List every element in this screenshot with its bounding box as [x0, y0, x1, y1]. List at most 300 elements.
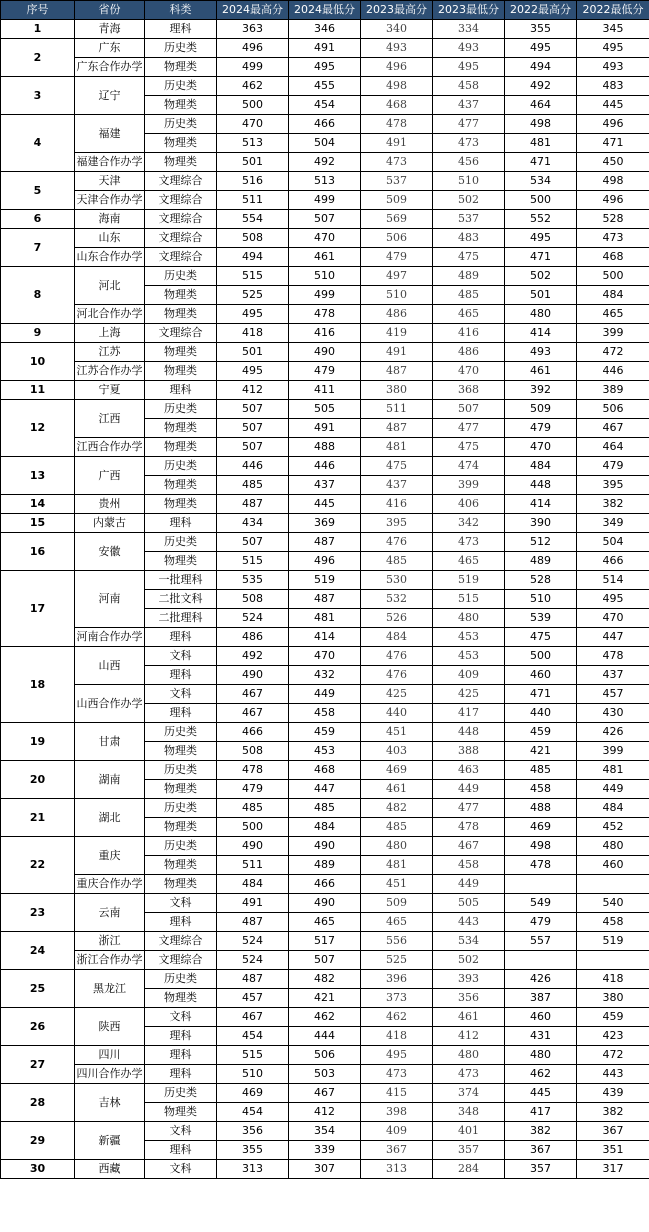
score-2024-min: 490 — [289, 837, 361, 856]
score-2024-max: 470 — [217, 115, 289, 134]
score-2022-max: 534 — [505, 172, 577, 191]
score-2022-min: 514 — [577, 571, 649, 590]
score-2024-min: 485 — [289, 799, 361, 818]
province-cell: 重庆 — [75, 837, 145, 875]
score-2023-min: 448 — [433, 723, 505, 742]
score-2022-max: 471 — [505, 248, 577, 267]
table-row — [1, 799, 649, 818]
score-2023-max: 509 — [361, 191, 433, 210]
category-cell: 文科 — [145, 647, 217, 666]
row-number: 17 — [1, 571, 75, 647]
score-2024-max: 486 — [217, 628, 289, 647]
score-2023-max: 491 — [361, 343, 433, 362]
score-2024-max: 467 — [217, 1008, 289, 1027]
score-2024-max: 510 — [217, 1065, 289, 1084]
score-2022-max: 461 — [505, 362, 577, 381]
category-cell: 理科 — [145, 514, 217, 533]
score-2024-max: 467 — [217, 685, 289, 704]
score-2022-max: 489 — [505, 552, 577, 571]
score-2024-max: 494 — [217, 248, 289, 267]
score-2022-max: 459 — [505, 723, 577, 742]
score-2024-max: 412 — [217, 381, 289, 400]
table-row — [1, 77, 649, 96]
score-2023-min: 470 — [433, 362, 505, 381]
score-2022-max: 557 — [505, 932, 577, 951]
score-2022-max: 539 — [505, 609, 577, 628]
category-cell: 历史类 — [145, 799, 217, 818]
score-2023-min: 467 — [433, 837, 505, 856]
score-2023-min: 393 — [433, 970, 505, 989]
table-row — [1, 894, 649, 913]
score-2022-max: 484 — [505, 457, 577, 476]
score-2023-min: 507 — [433, 400, 505, 419]
score-2023-max: 380 — [361, 381, 433, 400]
table-row — [1, 723, 649, 742]
table-row — [1, 837, 649, 856]
score-2022-max: 528 — [505, 571, 577, 590]
header-row — [1, 1, 649, 20]
score-2024-min: 490 — [289, 894, 361, 913]
province-cell: 山东 — [75, 229, 145, 248]
score-2024-max: 495 — [217, 305, 289, 324]
score-2024-min: 466 — [289, 115, 361, 134]
score-2024-min: 488 — [289, 438, 361, 457]
table-row — [1, 343, 649, 362]
score-2022-max: 493 — [505, 343, 577, 362]
province-cell: 河南合作办学 — [75, 628, 145, 647]
score-2023-min: 477 — [433, 115, 505, 134]
province-cell: 湖南 — [75, 761, 145, 799]
score-2023-max: 416 — [361, 495, 433, 514]
score-2024-min: 416 — [289, 324, 361, 343]
score-2023-min: 493 — [433, 39, 505, 58]
score-2023-min: 477 — [433, 419, 505, 438]
row-number: 20 — [1, 761, 75, 799]
score-2022-max: 426 — [505, 970, 577, 989]
score-2024-max: 508 — [217, 742, 289, 761]
province-cell: 天津合作办学 — [75, 191, 145, 210]
score-2024-min: 479 — [289, 362, 361, 381]
score-2023-max: 418 — [361, 1027, 433, 1046]
score-2023-max: 481 — [361, 438, 433, 457]
category-cell: 文理综合 — [145, 324, 217, 343]
table-row — [1, 229, 649, 248]
score-2024-max: 501 — [217, 153, 289, 172]
score-2024-min: 487 — [289, 590, 361, 609]
score-2022-max — [505, 951, 577, 970]
header-category: 科类 — [145, 1, 217, 20]
score-2022-min: 418 — [577, 970, 649, 989]
province-cell: 江苏合作办学 — [75, 362, 145, 381]
score-2022-min: 349 — [577, 514, 649, 533]
province-cell: 上海 — [75, 324, 145, 343]
score-2022-max: 414 — [505, 495, 577, 514]
score-2022-max: 501 — [505, 286, 577, 305]
score-2023-min: 502 — [433, 951, 505, 970]
score-2023-min: 473 — [433, 533, 505, 552]
score-2024-min: 489 — [289, 856, 361, 875]
score-2023-max: 487 — [361, 419, 433, 438]
category-cell: 物理类 — [145, 742, 217, 761]
score-2022-max: 509 — [505, 400, 577, 419]
province-cell: 内蒙古 — [75, 514, 145, 533]
score-2022-max: 479 — [505, 913, 577, 932]
score-2023-min: 443 — [433, 913, 505, 932]
score-2022-min: 399 — [577, 742, 649, 761]
table-row — [1, 1046, 649, 1065]
category-cell: 物理类 — [145, 856, 217, 875]
province-cell: 四川合作办学 — [75, 1065, 145, 1084]
score-2023-min: 416 — [433, 324, 505, 343]
category-cell: 历史类 — [145, 39, 217, 58]
category-cell: 理科 — [145, 1027, 217, 1046]
score-2024-min: 495 — [289, 58, 361, 77]
score-2023-min: 483 — [433, 229, 505, 248]
score-2023-min: 458 — [433, 856, 505, 875]
score-2024-max: 515 — [217, 267, 289, 286]
score-2024-min: 517 — [289, 932, 361, 951]
score-2024-max: 466 — [217, 723, 289, 742]
category-cell: 文理综合 — [145, 248, 217, 267]
row-number: 13 — [1, 457, 75, 495]
category-cell: 文理综合 — [145, 210, 217, 229]
score-2023-max: 509 — [361, 894, 433, 913]
category-cell: 文科 — [145, 1122, 217, 1141]
score-2023-max: 491 — [361, 134, 433, 153]
score-2022-min: 519 — [577, 932, 649, 951]
row-number: 22 — [1, 837, 75, 894]
row-number: 11 — [1, 381, 75, 400]
score-2022-max: 498 — [505, 115, 577, 134]
score-2022-min: 446 — [577, 362, 649, 381]
category-cell: 文科 — [145, 1160, 217, 1179]
score-2023-max: 473 — [361, 1065, 433, 1084]
score-2022-min: 471 — [577, 134, 649, 153]
table-row — [1, 951, 649, 970]
score-2022-min: 367 — [577, 1122, 649, 1141]
row-number: 2 — [1, 39, 75, 77]
score-2023-max: 476 — [361, 666, 433, 685]
row-number: 28 — [1, 1084, 75, 1122]
score-2022-min: 460 — [577, 856, 649, 875]
score-2022-min: 447 — [577, 628, 649, 647]
table-row — [1, 1160, 649, 1179]
province-cell: 新疆 — [75, 1122, 145, 1160]
score-2023-min: 456 — [433, 153, 505, 172]
row-number: 25 — [1, 970, 75, 1008]
score-2023-min: 510 — [433, 172, 505, 191]
score-2022-max: 485 — [505, 761, 577, 780]
score-2024-min: 411 — [289, 381, 361, 400]
score-2022-max: 448 — [505, 476, 577, 495]
category-cell: 理科 — [145, 1046, 217, 1065]
score-2023-max: 537 — [361, 172, 433, 191]
score-2024-max: 487 — [217, 913, 289, 932]
score-2024-max: 500 — [217, 818, 289, 837]
score-2022-min: 382 — [577, 495, 649, 514]
score-2022-max: 492 — [505, 77, 577, 96]
score-2024-max: 511 — [217, 856, 289, 875]
score-2024-min: 445 — [289, 495, 361, 514]
score-2023-min: 537 — [433, 210, 505, 229]
row-number: 19 — [1, 723, 75, 761]
category-cell: 理科 — [145, 666, 217, 685]
score-2023-min: 356 — [433, 989, 505, 1008]
score-2023-max: 485 — [361, 818, 433, 837]
score-2024-max: 418 — [217, 324, 289, 343]
score-2023-max: 486 — [361, 305, 433, 324]
score-2022-max: 481 — [505, 134, 577, 153]
score-2024-max: 485 — [217, 476, 289, 495]
table-row — [1, 20, 649, 39]
score-2022-max: 488 — [505, 799, 577, 818]
score-2024-min: 421 — [289, 989, 361, 1008]
category-cell: 物理类 — [145, 362, 217, 381]
score-2022-min: 493 — [577, 58, 649, 77]
score-2022-max: 440 — [505, 704, 577, 723]
score-2023-max: 532 — [361, 590, 433, 609]
score-2022-max: 494 — [505, 58, 577, 77]
table-row — [1, 685, 649, 704]
score-2023-max: 487 — [361, 362, 433, 381]
province-cell: 黑龙江 — [75, 970, 145, 1008]
score-2022-min: 450 — [577, 153, 649, 172]
category-cell: 物理类 — [145, 552, 217, 571]
province-cell: 福建 — [75, 115, 145, 153]
province-cell: 广西 — [75, 457, 145, 495]
score-2022-min: 504 — [577, 533, 649, 552]
score-2023-min: 388 — [433, 742, 505, 761]
score-2024-max: 508 — [217, 229, 289, 248]
score-2023-min: 374 — [433, 1084, 505, 1103]
table-row — [1, 970, 649, 989]
score-2023-min: 475 — [433, 248, 505, 267]
category-cell: 文理综合 — [145, 191, 217, 210]
score-2024-min: 519 — [289, 571, 361, 590]
score-2022-max: 478 — [505, 856, 577, 875]
table-row — [1, 571, 649, 590]
score-2023-min: 475 — [433, 438, 505, 457]
score-2024-min: 499 — [289, 286, 361, 305]
row-number: 1 — [1, 20, 75, 39]
score-2024-max: 507 — [217, 533, 289, 552]
score-2024-max: 313 — [217, 1160, 289, 1179]
score-2024-min: 454 — [289, 96, 361, 115]
score-2024-max: 535 — [217, 571, 289, 590]
score-2024-max: 508 — [217, 590, 289, 609]
category-cell: 物理类 — [145, 96, 217, 115]
province-cell: 云南 — [75, 894, 145, 932]
province-cell: 福建合作办学 — [75, 153, 145, 172]
score-2023-min: 357 — [433, 1141, 505, 1160]
score-2024-min: 492 — [289, 153, 361, 172]
category-cell: 物理类 — [145, 780, 217, 799]
score-2023-min: 284 — [433, 1160, 505, 1179]
score-2024-min: 505 — [289, 400, 361, 419]
score-2023-min: 412 — [433, 1027, 505, 1046]
row-number: 18 — [1, 647, 75, 723]
table-row — [1, 324, 649, 343]
score-2024-min: 462 — [289, 1008, 361, 1027]
score-2022-max: 471 — [505, 685, 577, 704]
score-2024-min: 414 — [289, 628, 361, 647]
score-2024-min: 499 — [289, 191, 361, 210]
score-2022-max: 460 — [505, 666, 577, 685]
score-2022-max: 500 — [505, 191, 577, 210]
score-2023-min: 417 — [433, 704, 505, 723]
header-2024-min: 2024最低分 — [289, 1, 361, 20]
score-2022-min: 443 — [577, 1065, 649, 1084]
score-2024-max: 446 — [217, 457, 289, 476]
score-2023-min: 473 — [433, 134, 505, 153]
score-2024-min: 369 — [289, 514, 361, 533]
score-2023-max: 451 — [361, 723, 433, 742]
table-body — [1, 20, 649, 1179]
category-cell: 文理综合 — [145, 229, 217, 248]
score-2023-min: 406 — [433, 495, 505, 514]
table-row — [1, 305, 649, 324]
province-cell: 湖北 — [75, 799, 145, 837]
score-2023-min: 425 — [433, 685, 505, 704]
province-cell: 天津 — [75, 172, 145, 191]
header-2023-max: 2023最高分 — [361, 1, 433, 20]
score-2022-max: 480 — [505, 1046, 577, 1065]
score-2024-max: 492 — [217, 647, 289, 666]
score-2023-max: 409 — [361, 1122, 433, 1141]
score-2024-min: 412 — [289, 1103, 361, 1122]
table-row — [1, 153, 649, 172]
score-2024-min: 307 — [289, 1160, 361, 1179]
province-cell: 浙江 — [75, 932, 145, 951]
province-cell: 吉林 — [75, 1084, 145, 1122]
province-cell: 河北合作办学 — [75, 305, 145, 324]
score-2022-min: 500 — [577, 267, 649, 286]
province-cell: 河南 — [75, 571, 145, 628]
table-row — [1, 495, 649, 514]
category-cell: 物理类 — [145, 343, 217, 362]
score-2024-min: 491 — [289, 419, 361, 438]
score-2024-min: 470 — [289, 647, 361, 666]
score-2024-min: 447 — [289, 780, 361, 799]
score-2022-max: 357 — [505, 1160, 577, 1179]
row-number: 12 — [1, 400, 75, 457]
table-row — [1, 115, 649, 134]
score-2024-min: 491 — [289, 39, 361, 58]
category-cell: 物理类 — [145, 989, 217, 1008]
score-2022-min: 496 — [577, 191, 649, 210]
score-2023-min: 401 — [433, 1122, 505, 1141]
category-cell: 理科 — [145, 628, 217, 647]
score-2022-max: 475 — [505, 628, 577, 647]
province-cell: 甘肃 — [75, 723, 145, 761]
score-2023-max: 485 — [361, 552, 433, 571]
score-2023-min: 486 — [433, 343, 505, 362]
province-cell: 海南 — [75, 210, 145, 229]
score-2023-min: 473 — [433, 1065, 505, 1084]
score-2024-max: 513 — [217, 134, 289, 153]
category-cell: 文理综合 — [145, 172, 217, 191]
table-row — [1, 210, 649, 229]
province-cell: 浙江合作办学 — [75, 951, 145, 970]
row-number: 29 — [1, 1122, 75, 1160]
score-2023-min: 453 — [433, 647, 505, 666]
category-cell: 理科 — [145, 1141, 217, 1160]
score-2023-max: 476 — [361, 647, 433, 666]
category-cell: 物理类 — [145, 818, 217, 837]
category-cell: 理科 — [145, 381, 217, 400]
score-2022-min: 496 — [577, 115, 649, 134]
score-2023-max: 525 — [361, 951, 433, 970]
category-cell: 文科 — [145, 894, 217, 913]
score-2022-max: 498 — [505, 837, 577, 856]
score-2022-max: 512 — [505, 533, 577, 552]
score-2024-max: 511 — [217, 191, 289, 210]
category-cell: 历史类 — [145, 761, 217, 780]
score-2022-max: 421 — [505, 742, 577, 761]
table-row — [1, 932, 649, 951]
score-2022-min: 399 — [577, 324, 649, 343]
score-2022-min: 423 — [577, 1027, 649, 1046]
score-2022-min: 473 — [577, 229, 649, 248]
score-2024-min: 354 — [289, 1122, 361, 1141]
score-2022-min: 495 — [577, 590, 649, 609]
score-2023-min: 465 — [433, 305, 505, 324]
score-2024-min: 513 — [289, 172, 361, 191]
category-cell: 文理综合 — [145, 932, 217, 951]
category-cell: 物理类 — [145, 153, 217, 172]
header-2024-max: 2024最高分 — [217, 1, 289, 20]
score-2022-max: 469 — [505, 818, 577, 837]
header-2023-min: 2023最低分 — [433, 1, 505, 20]
score-2022-min: 484 — [577, 286, 649, 305]
category-cell: 历史类 — [145, 400, 217, 419]
category-cell: 历史类 — [145, 77, 217, 96]
score-2024-max: 467 — [217, 704, 289, 723]
score-2024-min: 467 — [289, 1084, 361, 1103]
row-number: 30 — [1, 1160, 75, 1179]
header-province: 省份 — [75, 1, 145, 20]
score-2023-max: 482 — [361, 799, 433, 818]
score-2022-min: 466 — [577, 552, 649, 571]
score-2024-max: 487 — [217, 970, 289, 989]
score-2022-max: 431 — [505, 1027, 577, 1046]
score-2022-min: 382 — [577, 1103, 649, 1122]
score-2022-min: 457 — [577, 685, 649, 704]
score-2023-max: 469 — [361, 761, 433, 780]
score-2024-max: 525 — [217, 286, 289, 305]
score-2024-min: 446 — [289, 457, 361, 476]
score-2024-max: 478 — [217, 761, 289, 780]
score-2024-max: 495 — [217, 362, 289, 381]
table-row — [1, 248, 649, 267]
score-2023-max: 437 — [361, 476, 433, 495]
score-2022-min: 528 — [577, 210, 649, 229]
score-2022-min: 479 — [577, 457, 649, 476]
table-row — [1, 457, 649, 476]
province-cell: 宁夏 — [75, 381, 145, 400]
province-cell: 江西合作办学 — [75, 438, 145, 457]
score-2024-max: 487 — [217, 495, 289, 514]
score-2022-max: 460 — [505, 1008, 577, 1027]
header-no: 序号 — [1, 1, 75, 20]
score-2022-min — [577, 875, 649, 894]
score-2024-max: 490 — [217, 666, 289, 685]
category-cell: 历史类 — [145, 970, 217, 989]
score-2023-max: 493 — [361, 39, 433, 58]
score-2023-max: 496 — [361, 58, 433, 77]
score-2023-min: 399 — [433, 476, 505, 495]
province-cell: 重庆合作办学 — [75, 875, 145, 894]
